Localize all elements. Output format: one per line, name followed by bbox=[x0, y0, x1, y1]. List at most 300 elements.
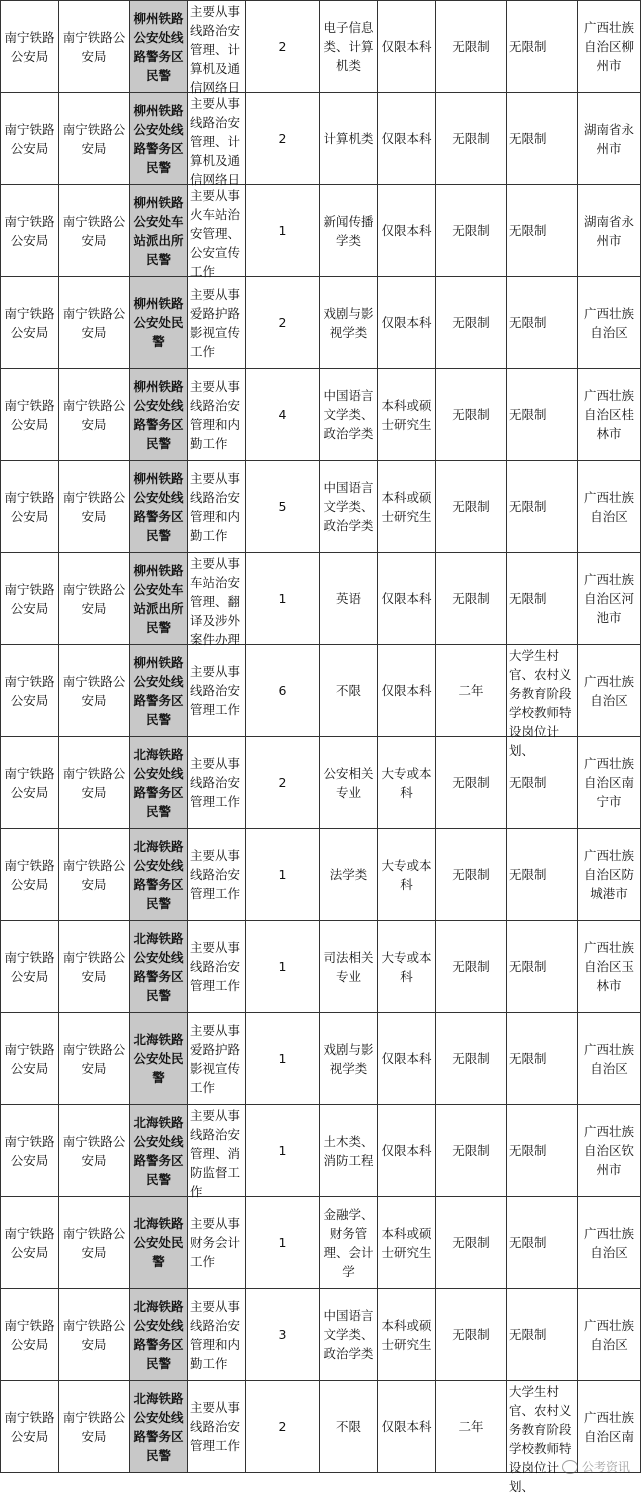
table-row bbox=[1, 185, 641, 277]
cell-text: 3 bbox=[278, 1327, 287, 1342]
cell-employer bbox=[1, 1105, 59, 1197]
cell-household-location bbox=[578, 921, 641, 1013]
cell-household-location bbox=[578, 829, 641, 921]
cell-text: 南宁铁路公安局 bbox=[62, 1317, 126, 1352]
cell-text: 主要从事财务会计工作 bbox=[190, 1216, 241, 1269]
cell-text: 南宁铁路公安局 bbox=[4, 305, 55, 340]
cell-duties bbox=[188, 1013, 246, 1105]
cell-headcount bbox=[246, 185, 320, 277]
cell-service-requirement bbox=[507, 277, 578, 369]
cell-department bbox=[59, 645, 130, 737]
cell-service-requirement bbox=[507, 645, 578, 758]
cell-service-requirement bbox=[507, 369, 578, 461]
cell-major bbox=[320, 369, 378, 461]
cell-employer bbox=[1, 93, 59, 185]
cell-text: 仅限本科 bbox=[381, 1051, 432, 1066]
cell-position bbox=[130, 185, 188, 277]
cell-text: 不限 bbox=[335, 1419, 361, 1434]
cell-text: 广西壮族自治区桂林市 bbox=[583, 388, 634, 441]
table-row bbox=[1, 737, 641, 829]
cell-duties bbox=[188, 93, 246, 185]
cell-text: 主要从事线路治安管理、计算机及通信网络日 bbox=[190, 95, 241, 187]
cell-text: 湖南省永州市 bbox=[583, 121, 634, 156]
cell-experience bbox=[436, 829, 507, 921]
cell-employer bbox=[1, 553, 59, 645]
cell-employer bbox=[1, 1381, 59, 1473]
cell-text: 主要从事线路治安管理、消防监督工作 bbox=[190, 1107, 241, 1199]
cell-household-location bbox=[578, 737, 641, 829]
cell-text: 南宁铁路公安局 bbox=[62, 121, 126, 156]
cell-text: 北海铁路公安处线路警务区民警 bbox=[133, 838, 184, 911]
wechat-icon bbox=[562, 1460, 578, 1474]
cell-employer bbox=[1, 921, 59, 1013]
cell-text: 北海铁路公安处民警 bbox=[133, 1216, 184, 1269]
cell-text: 南宁铁路公安局 bbox=[4, 1133, 55, 1168]
cell-household-location bbox=[578, 1197, 641, 1289]
cell-experience bbox=[436, 737, 507, 829]
cell-duties bbox=[188, 185, 246, 277]
cell-headcount bbox=[246, 1197, 320, 1289]
cell-department bbox=[59, 369, 130, 461]
cell-text: 无限制 bbox=[509, 591, 547, 606]
table-row bbox=[1, 645, 641, 737]
cell-text: 南宁铁路公安局 bbox=[4, 1409, 55, 1444]
cell-text: 广西壮族自治区 bbox=[583, 1041, 634, 1076]
cell-household-location bbox=[578, 1289, 641, 1381]
cell-text: 广西壮族自治区 bbox=[583, 489, 634, 524]
cell-employer bbox=[1, 1, 59, 93]
cell-duties bbox=[188, 921, 246, 1013]
cell-education bbox=[378, 277, 436, 369]
cell-text: 中国语言文学类、政治学类 bbox=[323, 1308, 374, 1361]
table-row bbox=[1, 461, 641, 553]
cell-text: 南宁铁路公安局 bbox=[4, 213, 55, 248]
cell-education bbox=[378, 93, 436, 185]
cell-duties bbox=[188, 1381, 246, 1473]
cell-text: 司法相关专业 bbox=[323, 949, 374, 984]
cell-experience bbox=[436, 553, 507, 645]
cell-text: 无限制 bbox=[509, 775, 547, 790]
cell-text: 公安相关专业 bbox=[323, 765, 374, 800]
cell-text: 广西壮族自治区 bbox=[583, 673, 634, 708]
cell-position bbox=[130, 1105, 188, 1197]
cell-text: 1 bbox=[278, 867, 287, 882]
cell-major bbox=[320, 1289, 378, 1381]
cell-text: 无限制 bbox=[452, 959, 490, 974]
cell-text: 二年 bbox=[458, 1419, 484, 1434]
cell-text: 无限制 bbox=[452, 591, 490, 606]
cell-text: 广西壮族自治区南 bbox=[583, 1409, 634, 1444]
cell-duties bbox=[188, 1, 246, 93]
cell-text: 无限制 bbox=[509, 315, 547, 330]
cell-text: 1 bbox=[278, 1051, 287, 1066]
cell-text: 柳州铁路公安处民警 bbox=[133, 296, 184, 349]
cell-position bbox=[130, 369, 188, 461]
cell-headcount bbox=[246, 829, 320, 921]
cell-text: 无限制 bbox=[452, 39, 490, 54]
cell-text: 仅限本科 bbox=[381, 315, 432, 330]
cell-text: 主要从事线路治安管理和内勤工作 bbox=[190, 378, 241, 451]
cell-text: 二年 bbox=[458, 683, 484, 698]
cell-experience bbox=[436, 1289, 507, 1381]
cell-education bbox=[378, 829, 436, 921]
cell-experience bbox=[436, 1197, 507, 1289]
watermark-text: 公考资讯 bbox=[581, 1460, 630, 1474]
cell-education bbox=[378, 1381, 436, 1473]
cell-duties bbox=[188, 1197, 246, 1289]
cell-headcount bbox=[246, 93, 320, 185]
cell-headcount bbox=[246, 737, 320, 829]
cell-education bbox=[378, 737, 436, 829]
cell-education bbox=[378, 1, 436, 93]
cell-text: 广西壮族自治区玉林市 bbox=[583, 940, 634, 993]
cell-department bbox=[59, 921, 130, 1013]
cell-headcount bbox=[246, 645, 320, 737]
cell-text: 仅限本科 bbox=[381, 131, 432, 146]
cell-text: 戏剧与影视学类 bbox=[323, 1041, 374, 1076]
cell-text: 主要从事线路治安管理工作 bbox=[190, 756, 241, 809]
table-row bbox=[1, 1013, 641, 1105]
cell-text: 无限制 bbox=[509, 1235, 547, 1250]
cell-text: 不限 bbox=[335, 683, 361, 698]
cell-text: 南宁铁路公安局 bbox=[62, 305, 126, 340]
cell-education bbox=[378, 921, 436, 1013]
cell-text: 大专或本科 bbox=[381, 765, 432, 800]
table-row bbox=[1, 1105, 641, 1197]
cell-employer bbox=[1, 1013, 59, 1105]
cell-service-requirement bbox=[507, 93, 578, 185]
cell-household-location bbox=[578, 553, 641, 645]
cell-employer bbox=[1, 645, 59, 737]
cell-major bbox=[320, 185, 378, 277]
cell-service-requirement bbox=[507, 553, 578, 645]
cell-household-location bbox=[578, 277, 641, 369]
cell-household-location bbox=[578, 461, 641, 553]
cell-text: 南宁铁路公安局 bbox=[62, 857, 126, 892]
cell-text: 南宁铁路公安局 bbox=[62, 673, 126, 708]
cell-text: 英语 bbox=[335, 591, 361, 606]
cell-education bbox=[378, 645, 436, 737]
cell-headcount bbox=[246, 1381, 320, 1473]
cell-text: 柳州铁路公安处线路警务区民警 bbox=[133, 654, 184, 727]
cell-headcount bbox=[246, 1289, 320, 1381]
cell-text: 大专或本科 bbox=[381, 949, 432, 984]
cell-employer bbox=[1, 829, 59, 921]
cell-headcount bbox=[246, 277, 320, 369]
cell-text: 大学生村官、农村义务教育阶段学校教师特设岗位计划、 bbox=[509, 647, 572, 758]
cell-service-requirement bbox=[507, 185, 578, 277]
table-body bbox=[1, 1, 641, 1494]
cell-headcount bbox=[246, 369, 320, 461]
cell-text: 土木类、消防工程 bbox=[323, 1133, 374, 1168]
cell-text: 广西壮族自治区南宁市 bbox=[583, 756, 634, 809]
cell-text: 南宁铁路公安局 bbox=[4, 29, 55, 64]
cell-experience bbox=[436, 93, 507, 185]
cell-household-location bbox=[578, 369, 641, 461]
cell-text: 广西壮族自治区 bbox=[583, 1317, 634, 1352]
cell-major bbox=[320, 1013, 378, 1105]
cell-text: 1 bbox=[278, 223, 287, 238]
table-row bbox=[1, 369, 641, 461]
cell-text: 4 bbox=[278, 407, 287, 422]
cell-text: 南宁铁路公安局 bbox=[4, 121, 55, 156]
cell-text: 广西壮族自治区柳州市 bbox=[583, 20, 634, 73]
cell-household-location bbox=[578, 93, 641, 185]
cell-text: 无限制 bbox=[452, 499, 490, 514]
cell-text: 南宁铁路公安局 bbox=[4, 949, 55, 984]
cell-text: 南宁铁路公安局 bbox=[4, 765, 55, 800]
cell-text: 主要从事爱路护路影视宣传工作 bbox=[190, 1022, 241, 1095]
cell-text: 仅限本科 bbox=[381, 1419, 432, 1434]
cell-text: 南宁铁路公安局 bbox=[62, 489, 126, 524]
cell-position bbox=[130, 1, 188, 93]
cell-text: 主要从事爱路护路影视宣传工作 bbox=[190, 286, 241, 359]
cell-department bbox=[59, 1105, 130, 1197]
cell-service-requirement bbox=[507, 921, 578, 1013]
cell-household-location bbox=[578, 1, 641, 93]
cell-major bbox=[320, 1381, 378, 1473]
cell-major bbox=[320, 277, 378, 369]
cell-text: 仅限本科 bbox=[381, 591, 432, 606]
cell-experience bbox=[436, 185, 507, 277]
cell-employer bbox=[1, 1289, 59, 1381]
cell-position bbox=[130, 277, 188, 369]
cell-text: 无限制 bbox=[509, 1051, 547, 1066]
cell-headcount bbox=[246, 1, 320, 93]
cell-text: 南宁铁路公安局 bbox=[62, 765, 126, 800]
cell-text: 柳州铁路公安处线路警务区民警 bbox=[133, 102, 184, 175]
cell-text: 1 bbox=[278, 959, 287, 974]
cell-duties bbox=[188, 1289, 246, 1381]
cell-employer bbox=[1, 277, 59, 369]
cell-text: 戏剧与影视学类 bbox=[323, 305, 374, 340]
cell-headcount bbox=[246, 921, 320, 1013]
cell-text: 南宁铁路公安局 bbox=[62, 1225, 126, 1260]
cell-text: 无限制 bbox=[509, 1143, 547, 1158]
cell-household-location bbox=[578, 185, 641, 277]
cell-text: 广西壮族自治区防城港市 bbox=[583, 848, 634, 901]
cell-text: 无限制 bbox=[452, 1235, 490, 1250]
cell-major bbox=[320, 93, 378, 185]
cell-text: 2 bbox=[278, 775, 287, 790]
cell-text: 1 bbox=[278, 591, 287, 606]
cell-position bbox=[130, 1381, 188, 1473]
cell-employer bbox=[1, 185, 59, 277]
cell-text: 南宁铁路公安局 bbox=[62, 581, 126, 616]
cell-text: 南宁铁路公安局 bbox=[4, 1225, 55, 1260]
cell-text: 本科或硕士研究生 bbox=[381, 489, 432, 524]
cell-text: 北海铁路公安处民警 bbox=[133, 1032, 184, 1085]
cell-text: 南宁铁路公安局 bbox=[62, 29, 126, 64]
cell-text: 无限制 bbox=[452, 1327, 490, 1342]
cell-duties bbox=[188, 461, 246, 553]
cell-position bbox=[130, 1289, 188, 1381]
cell-headcount bbox=[246, 461, 320, 553]
cell-service-requirement bbox=[507, 461, 578, 553]
cell-text: 金融学、财务管理、会计学 bbox=[323, 1206, 374, 1279]
cell-text: 广西壮族自治区河池市 bbox=[583, 572, 634, 625]
cell-department bbox=[59, 553, 130, 645]
cell-text: 5 bbox=[278, 499, 287, 514]
cell-department bbox=[59, 1, 130, 93]
cell-education bbox=[378, 1197, 436, 1289]
cell-major bbox=[320, 1105, 378, 1197]
cell-experience bbox=[436, 1013, 507, 1105]
cell-education bbox=[378, 553, 436, 645]
cell-text: 南宁铁路公安局 bbox=[4, 581, 55, 616]
cell-text: 无限制 bbox=[452, 867, 490, 882]
cell-text: 无限制 bbox=[452, 315, 490, 330]
cell-text: 仅限本科 bbox=[381, 39, 432, 54]
cell-text: 无限制 bbox=[509, 407, 547, 422]
cell-text: 电子信息类、计算机类 bbox=[323, 20, 374, 73]
table-row bbox=[1, 1289, 641, 1381]
cell-major bbox=[320, 553, 378, 645]
cell-text: 本科或硕士研究生 bbox=[381, 397, 432, 432]
cell-service-requirement bbox=[507, 1197, 578, 1289]
cell-text: 主要从事线路治安管理和内勤工作 bbox=[190, 470, 241, 543]
table-row bbox=[1, 829, 641, 921]
table-row bbox=[1, 1197, 641, 1289]
cell-position bbox=[130, 737, 188, 829]
cell-department bbox=[59, 737, 130, 829]
cell-text: 广西壮族自治区钦州市 bbox=[583, 1124, 634, 1177]
cell-text: 南宁铁路公安局 bbox=[62, 1409, 126, 1444]
cell-text: 无限制 bbox=[509, 867, 547, 882]
cell-text: 湖南省永州市 bbox=[583, 213, 634, 248]
cell-service-requirement bbox=[507, 829, 578, 921]
cell-text: 柳州铁路公安处车站派出所民警 bbox=[133, 562, 184, 635]
cell-text: 大学生村官、农村义务教育阶段学校教师特设岗位计划、 bbox=[509, 1383, 572, 1494]
cell-experience bbox=[436, 277, 507, 369]
cell-education bbox=[378, 1013, 436, 1105]
cell-text: 南宁铁路公安局 bbox=[4, 1041, 55, 1076]
cell-text: 南宁铁路公安局 bbox=[62, 397, 126, 432]
cell-major bbox=[320, 921, 378, 1013]
cell-text: 中国语言文学类、政治学类 bbox=[323, 480, 374, 533]
cell-text: 2 bbox=[278, 1419, 287, 1434]
cell-text: 无限制 bbox=[509, 1327, 547, 1342]
cell-major bbox=[320, 461, 378, 553]
cell-text: 1 bbox=[278, 1235, 287, 1250]
cell-major bbox=[320, 829, 378, 921]
table-row bbox=[1, 93, 641, 185]
cell-text: 仅限本科 bbox=[381, 683, 432, 698]
cell-text: 无限制 bbox=[452, 131, 490, 146]
cell-text: 南宁铁路公安局 bbox=[4, 489, 55, 524]
cell-duties bbox=[188, 829, 246, 921]
cell-text: 本科或硕士研究生 bbox=[381, 1317, 432, 1352]
cell-experience bbox=[436, 645, 507, 737]
cell-text: 北海铁路公安处线路警务区民警 bbox=[133, 746, 184, 819]
cell-text: 1 bbox=[278, 1143, 287, 1158]
cell-text: 2 bbox=[278, 315, 287, 330]
cell-text: 无限制 bbox=[509, 223, 547, 238]
table-row bbox=[1, 277, 641, 369]
cell-service-requirement bbox=[507, 1289, 578, 1381]
cell-position bbox=[130, 1197, 188, 1289]
cell-education bbox=[378, 185, 436, 277]
cell-text: 6 bbox=[278, 683, 287, 698]
cell-major bbox=[320, 645, 378, 737]
cell-text: 柳州铁路公安处线路警务区民警 bbox=[133, 378, 184, 451]
cell-text: 南宁铁路公安局 bbox=[62, 1133, 126, 1168]
cell-text: 新闻传播学类 bbox=[323, 213, 374, 248]
cell-text: 南宁铁路公安局 bbox=[62, 213, 126, 248]
cell-text: 无限制 bbox=[452, 1143, 490, 1158]
cell-position bbox=[130, 553, 188, 645]
cell-text: 无限制 bbox=[452, 775, 490, 790]
cell-experience bbox=[436, 921, 507, 1013]
cell-text: 北海铁路公安处线路警务区民警 bbox=[133, 1298, 184, 1371]
cell-text: 南宁铁路公安局 bbox=[4, 673, 55, 708]
cell-text: 中国语言文学类、政治学类 bbox=[323, 388, 374, 441]
cell-position bbox=[130, 461, 188, 553]
cell-text: 主要从事火车站治安管理、公安宣传工作 bbox=[190, 187, 241, 279]
cell-text: 主要从事车站治安管理、翻译及涉外案件办理 bbox=[190, 555, 241, 647]
cell-employer bbox=[1, 737, 59, 829]
cell-major bbox=[320, 1, 378, 93]
cell-text: 无限制 bbox=[509, 131, 547, 146]
cell-text: 无限制 bbox=[452, 223, 490, 238]
cell-text: 无限制 bbox=[509, 959, 547, 974]
cell-text: 本科或硕士研究生 bbox=[381, 1225, 432, 1260]
cell-text: 无限制 bbox=[509, 499, 547, 514]
cell-headcount bbox=[246, 1105, 320, 1197]
cell-service-requirement bbox=[507, 1013, 578, 1105]
cell-household-location bbox=[578, 645, 641, 737]
table-row bbox=[1, 1381, 641, 1473]
table-row bbox=[1, 553, 641, 645]
cell-text: 仅限本科 bbox=[381, 1143, 432, 1158]
cell-text: 2 bbox=[278, 39, 287, 54]
cell-department bbox=[59, 277, 130, 369]
cell-text: 南宁铁路公安局 bbox=[4, 857, 55, 892]
cell-text: 主要从事线路治安管理和内勤工作 bbox=[190, 1298, 241, 1371]
cell-employer bbox=[1, 461, 59, 553]
cell-employer bbox=[1, 369, 59, 461]
cell-position bbox=[130, 93, 188, 185]
cell-department bbox=[59, 1013, 130, 1105]
cell-text: 主要从事线路治安管理工作 bbox=[190, 1400, 241, 1453]
cell-department bbox=[59, 185, 130, 277]
cell-experience bbox=[436, 1381, 507, 1473]
cell-text: 大专或本科 bbox=[381, 857, 432, 892]
cell-duties bbox=[188, 1105, 246, 1197]
cell-department bbox=[59, 93, 130, 185]
cell-position bbox=[130, 921, 188, 1013]
cell-major bbox=[320, 737, 378, 829]
cell-text: 主要从事线路治安管理工作 bbox=[190, 664, 241, 717]
cell-text: 主要从事线路治安管理工作 bbox=[190, 848, 241, 901]
cell-education bbox=[378, 1289, 436, 1381]
cell-position bbox=[130, 829, 188, 921]
cell-education bbox=[378, 369, 436, 461]
cell-duties bbox=[188, 645, 246, 737]
cell-department bbox=[59, 829, 130, 921]
cell-text: 广西壮族自治区 bbox=[583, 1225, 634, 1260]
cell-department bbox=[59, 461, 130, 553]
cell-text: 无限制 bbox=[452, 407, 490, 422]
cell-text: 北海铁路公安处线路警务区民警 bbox=[133, 930, 184, 1003]
cell-text: 计算机类 bbox=[323, 131, 374, 146]
cell-text: 柳州铁路公安处车站派出所民警 bbox=[133, 194, 184, 267]
cell-duties bbox=[188, 369, 246, 461]
cell-text: 无限制 bbox=[509, 39, 547, 54]
cell-experience bbox=[436, 461, 507, 553]
cell-experience bbox=[436, 369, 507, 461]
cell-text: 南宁铁路公安局 bbox=[62, 949, 126, 984]
